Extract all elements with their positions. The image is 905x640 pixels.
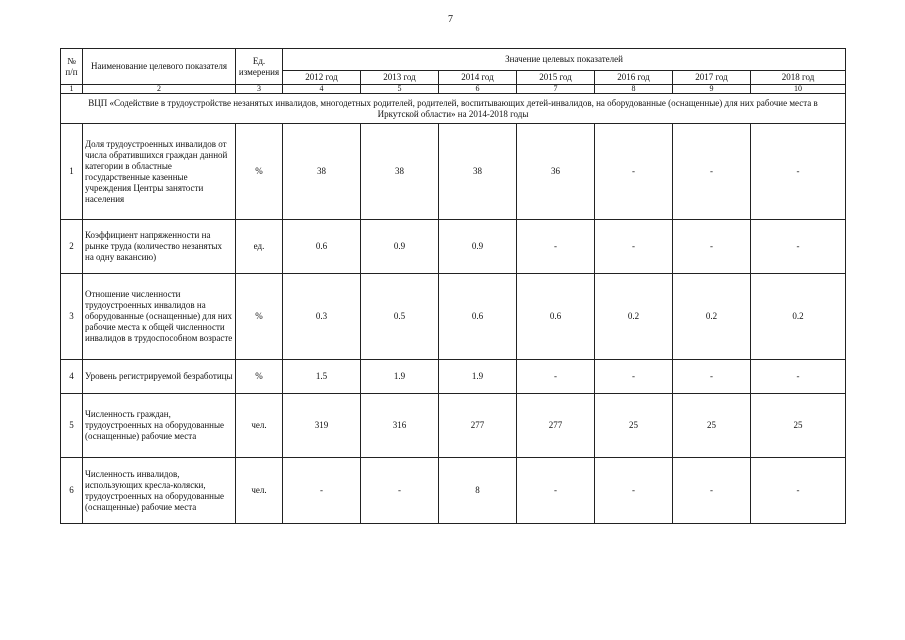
column-index: 2 [83,85,236,94]
table-row [61,394,846,458]
row-value: - [751,458,846,524]
row-value: - [751,360,846,394]
header-year: 2018 год [751,71,846,85]
table-row [61,360,846,394]
row-value: - [595,458,673,524]
row-value: - [283,458,361,524]
row-value: 277 [439,394,517,458]
row-value: 0.6 [439,274,517,360]
row-value: 38 [439,124,517,220]
row-value: 0.9 [361,220,439,274]
table-row [61,124,846,220]
header-year: 2017 год [673,71,751,85]
row-num: 1 [61,124,83,220]
row-unit: % [236,124,283,220]
row-num: 4 [61,360,83,394]
column-index: 7 [517,85,595,94]
row-unit: чел. [236,394,283,458]
header-year: 2014 год [439,71,517,85]
column-index: 8 [595,85,673,94]
column-index: 4 [283,85,361,94]
row-num: 6 [61,458,83,524]
row-value: 277 [517,394,595,458]
row-unit: чел. [236,458,283,524]
row-value: 0.2 [673,274,751,360]
row-value: 38 [361,124,439,220]
column-index: 5 [361,85,439,94]
row-value: - [673,458,751,524]
row-name: Уровень регистрируемой безработицы [83,360,236,394]
header-unit [236,49,283,85]
row-value: - [673,220,751,274]
row-value: - [595,220,673,274]
row-value: - [595,124,673,220]
header-year: 2012 год [283,71,361,85]
column-index: 9 [673,85,751,94]
row-name: Доля трудоустроенных инвалидов от числа обратившихся граждан данной категории в областные государственные казенные учреждения Центры занятости населения [83,124,236,220]
row-num: 3 [61,274,83,360]
row-value: 319 [283,394,361,458]
row-value: - [751,124,846,220]
row-name: Отношение численности трудоустроенных инвалидов на оборудованные (оснащенные) для них рабочие места к общей численности инвалидов в трудоспособном возрасте [83,274,236,360]
row-value: 8 [439,458,517,524]
header-name: Наименование целевого показателя [83,49,236,85]
row-value: - [595,360,673,394]
table-row [61,274,846,360]
row-value: 0.3 [283,274,361,360]
row-value: - [361,458,439,524]
row-value: 0.9 [439,220,517,274]
row-value: 25 [673,394,751,458]
column-index: 10 [751,85,846,94]
header-year: 2015 год [517,71,595,85]
column-index: 6 [439,85,517,94]
row-value: - [751,220,846,274]
row-value: 316 [361,394,439,458]
row-value: 1.9 [361,360,439,394]
column-index: 1 [61,85,83,94]
row-value: - [517,360,595,394]
row-num: 5 [61,394,83,458]
row-num: 2 [61,220,83,274]
column-index-row [61,85,846,94]
table-row [61,220,846,274]
row-unit: ед. [236,220,283,274]
row-value: - [673,360,751,394]
row-value: 0.2 [595,274,673,360]
row-value: 0.6 [517,274,595,360]
header-num [61,49,83,85]
row-value: 38 [283,124,361,220]
row-value: - [517,458,595,524]
row-value: - [517,220,595,274]
row-value: 1.9 [439,360,517,394]
row-name: Численность граждан, трудоустроенных на оборудованные (оснащенные) рабочие места [83,394,236,458]
row-value: - [673,124,751,220]
row-unit: % [236,360,283,394]
header-values-title: Значение целевых показателей [283,49,846,71]
header-year: 2013 год [361,71,439,85]
column-index: 3 [236,85,283,94]
row-value: 0.6 [283,220,361,274]
row-value: 25 [751,394,846,458]
header-unit-text: Ед. измерения [238,55,280,77]
row-value: 36 [517,124,595,220]
row-value: 0.2 [751,274,846,360]
row-value: 25 [595,394,673,458]
header-num-text: № п/п [65,55,78,77]
row-name: Коэффициент напряженности на рынке труда (количество незанятых на одну вакансию) [83,220,236,274]
row-value: 1.5 [283,360,361,394]
page-number: 7 [448,14,453,25]
indicators-table [60,48,846,524]
row-unit: % [236,274,283,360]
row-value: 0.5 [361,274,439,360]
header-year: 2016 год [595,71,673,85]
table-row [61,458,846,524]
section-title: ВЦП «Содействие в трудоустройстве незанятых инвалидов, многодетных родителей, родителей, воспитывающих детей-инвалидов, на оборудованные (оснащенные) для них рабочие места в Иркутской области» на 2014-2018 годы [61,94,846,124]
row-name: Численность инвалидов, использующих кресла-коляски, трудоустроенных на оборудованные (оснащенные) рабочие места [83,458,236,524]
